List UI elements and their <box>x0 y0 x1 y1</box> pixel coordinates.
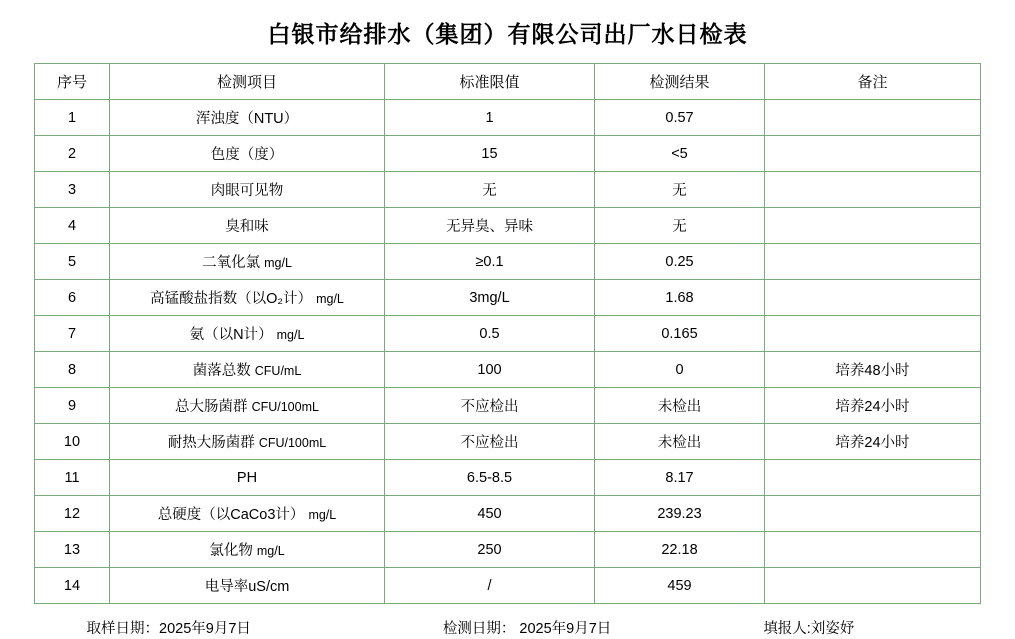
item-unit: CFU/100mL <box>258 436 327 450</box>
cell-remark <box>765 208 981 244</box>
table-row <box>35 568 981 604</box>
item-name: 高锰酸盐指数（以O₂计） <box>150 291 313 307</box>
cell-no: 2 <box>35 136 110 172</box>
cell-remark <box>765 244 981 280</box>
item-name: 氨（以N计） <box>189 327 273 343</box>
table-header-row <box>35 64 981 100</box>
cell-result: <5 <box>595 136 765 172</box>
cell-remark <box>765 496 981 532</box>
table-row <box>35 388 981 424</box>
item-name: 肉眼可见物 <box>210 183 284 199</box>
cell-result: 22.18 <box>595 532 765 568</box>
cell-remark: 培养24小时 <box>765 424 981 460</box>
cell-item <box>110 100 385 136</box>
column-header-result: 检测结果 <box>595 64 765 100</box>
item-name: 氯化物 <box>209 543 253 559</box>
table-row <box>35 244 981 280</box>
item-name: 色度（度） <box>210 147 284 163</box>
cell-remark <box>765 280 981 316</box>
cell-no: 11 <box>35 460 110 496</box>
cell-no: 14 <box>35 568 110 604</box>
cell-item <box>110 136 385 172</box>
cell-limit: / <box>385 568 595 604</box>
cell-limit: 450 <box>385 496 595 532</box>
page-title: 白银市给排水（集团）有限公司出厂水日检表 <box>267 21 748 47</box>
item-unit: CFU/100mL <box>251 400 319 414</box>
cell-limit: 不应检出 <box>385 424 595 460</box>
cell-limit: 无 <box>385 172 595 208</box>
cell-item <box>110 316 385 352</box>
cell-no: 7 <box>35 316 110 352</box>
cell-no: 10 <box>35 424 110 460</box>
table-row <box>35 316 981 352</box>
cell-item <box>110 568 385 604</box>
item-name: 浑浊度（NTU） <box>195 111 299 127</box>
cell-no: 6 <box>35 280 110 316</box>
cell-limit: ≥0.1 <box>385 244 595 280</box>
item-name: 电导率uS/cm <box>204 579 290 595</box>
item-name: 菌落总数 <box>192 363 251 379</box>
item-name: 二氧化氯 <box>202 255 261 271</box>
water-quality-table <box>34 63 981 604</box>
cell-item <box>110 244 385 280</box>
cell-limit: 1 <box>385 100 595 136</box>
table-row <box>35 532 981 568</box>
item-unit: mg/L <box>308 508 337 522</box>
table-row <box>35 100 981 136</box>
column-header-item: 检测项目 <box>110 64 385 100</box>
cell-no: 12 <box>35 496 110 532</box>
cell-no: 1 <box>35 100 110 136</box>
item-unit: mg/L <box>256 544 285 558</box>
cell-no: 4 <box>35 208 110 244</box>
cell-item <box>110 352 385 388</box>
cell-remark: 培养24小时 <box>765 388 981 424</box>
cell-result: 无 <box>595 172 765 208</box>
column-header-no: 序号 <box>35 64 110 100</box>
cell-item <box>110 388 385 424</box>
cell-item <box>110 496 385 532</box>
cell-remark <box>765 532 981 568</box>
item-unit: CFU/mL <box>254 364 302 378</box>
cell-result: 459 <box>595 568 765 604</box>
cell-result: 0 <box>595 352 765 388</box>
cell-result: 0.57 <box>595 100 765 136</box>
cell-result: 无 <box>595 208 765 244</box>
table-row <box>35 460 981 496</box>
cell-item <box>110 172 385 208</box>
cell-item <box>110 460 385 496</box>
cell-item <box>110 532 385 568</box>
item-name: 耐热大肠菌群 <box>167 435 255 451</box>
cell-item <box>110 424 385 460</box>
cell-remark <box>765 100 981 136</box>
filler-name: 填报人:刘姿妤 <box>763 621 855 637</box>
item-unit: mg/L <box>264 256 292 270</box>
cell-remark <box>765 316 981 352</box>
cell-limit: 3mg/L <box>385 280 595 316</box>
item-unit: mg/L <box>316 292 344 306</box>
footer <box>35 604 981 638</box>
cell-remark: 培养48小时 <box>765 352 981 388</box>
cell-limit: 6.5-8.5 <box>385 460 595 496</box>
table-row <box>35 496 981 532</box>
cell-remark <box>765 460 981 496</box>
item-name: PH <box>236 469 258 486</box>
cell-limit: 15 <box>385 136 595 172</box>
cell-remark <box>765 136 981 172</box>
table-row <box>35 172 981 208</box>
cell-remark <box>765 568 981 604</box>
cell-limit: 无异臭、异味 <box>385 208 595 244</box>
cell-limit: 0.5 <box>385 316 595 352</box>
cell-result: 0.165 <box>595 316 765 352</box>
cell-no: 5 <box>35 244 110 280</box>
item-name: 臭和味 <box>225 219 269 235</box>
cell-remark <box>765 172 981 208</box>
cell-item <box>110 208 385 244</box>
test-date: 检测日期： 2025年9月7日 <box>442 621 612 637</box>
cell-result: 未检出 <box>595 424 765 460</box>
cell-limit: 不应检出 <box>385 388 595 424</box>
table-row <box>35 280 981 316</box>
cell-no: 9 <box>35 388 110 424</box>
item-name: 总硬度（以CaCo3计） <box>157 507 305 523</box>
cell-no: 3 <box>35 172 110 208</box>
item-unit: mg/L <box>276 328 305 342</box>
cell-limit: 250 <box>385 532 595 568</box>
cell-no: 8 <box>35 352 110 388</box>
cell-result: 1.68 <box>595 280 765 316</box>
cell-limit: 100 <box>385 352 595 388</box>
cell-item <box>110 280 385 316</box>
item-name: 总大肠菌群 <box>175 399 248 415</box>
cell-result: 239.23 <box>595 496 765 532</box>
column-header-limit: 标准限值 <box>385 64 595 100</box>
table-row <box>35 352 981 388</box>
cell-result: 未检出 <box>595 388 765 424</box>
cell-no: 13 <box>35 532 110 568</box>
column-header-remark: 备注 <box>765 64 981 100</box>
table-row <box>35 424 981 460</box>
table-row <box>35 208 981 244</box>
sample-date: 取样日期：2025年9月7日 <box>86 621 251 637</box>
cell-result: 0.25 <box>595 244 765 280</box>
cell-result: 8.17 <box>595 460 765 496</box>
table-row <box>35 136 981 172</box>
